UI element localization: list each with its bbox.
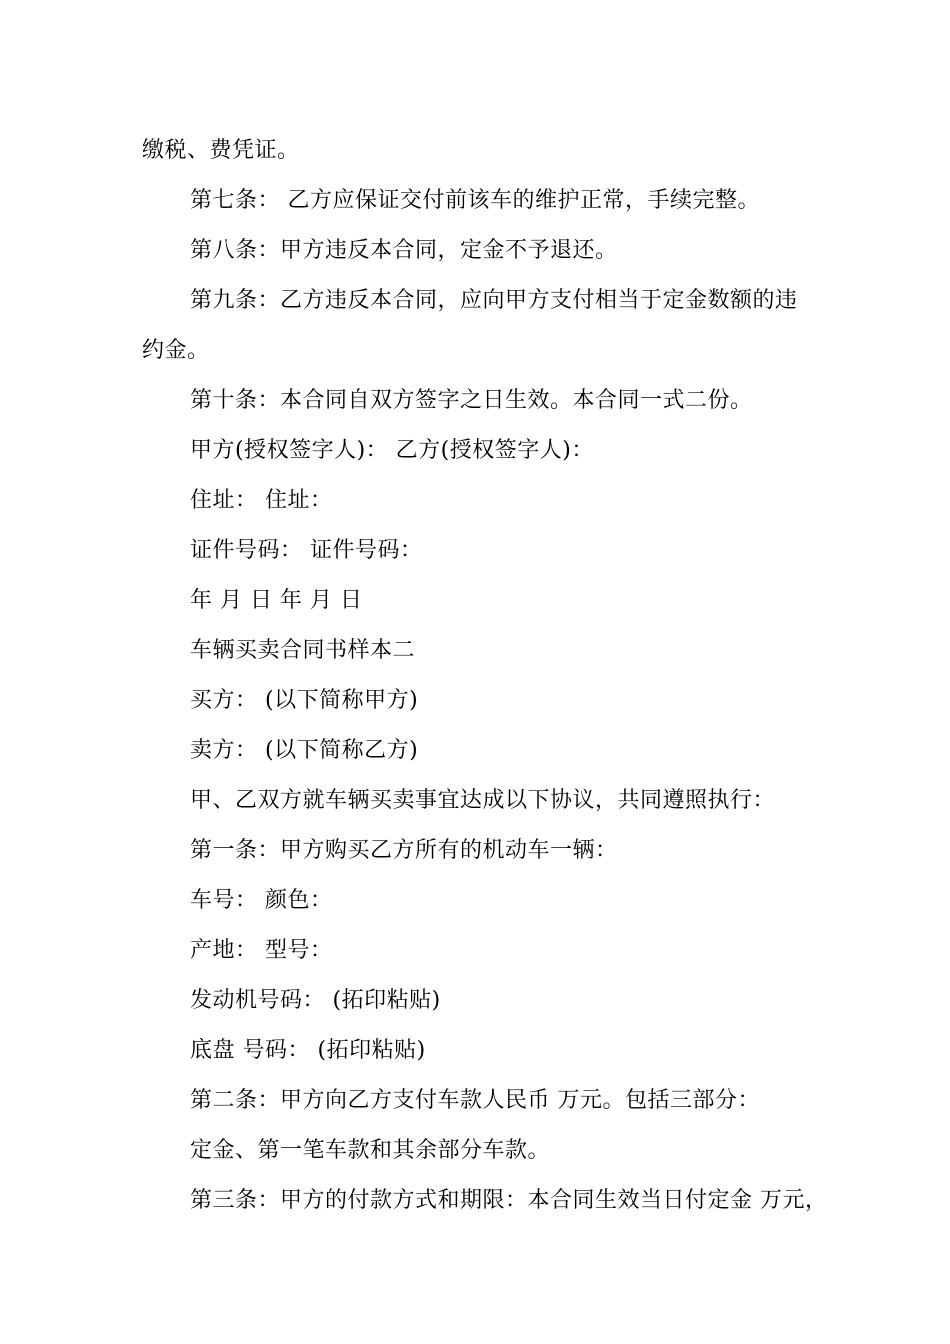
text-line-payment-parts: 定金、第一笔车款和其余部分车款。 (190, 1138, 551, 1163)
text-line-chassis-number: 底盘 号码： (拓印粘贴) (190, 1038, 426, 1063)
text-line-engine-number: 发动机号码： (拓印粘贴) (190, 988, 441, 1013)
text-line-id-number: 证件号码： 证件号码： (190, 538, 423, 563)
text-line-article-8: 第八条：甲方违反本合同，定金不予退还。 (190, 238, 618, 263)
text-line-date: 年 月 日 年 月 日 (190, 588, 363, 613)
text-line-origin-model: 产地： 型号： (190, 938, 333, 963)
text-line-article-9-cont: 约金。 (142, 338, 210, 363)
text-line-buyer: 买方： (以下简称甲方) (190, 688, 419, 713)
text-line-sample-two-title: 车辆买卖合同书样本二 (190, 638, 416, 663)
text-line-article-1: 第一条：甲方购买乙方所有的机动车一辆： (190, 838, 618, 863)
text-line-article-9: 第九条：乙方违反本合同，应向甲方支付相当于定金数额的违 (190, 288, 798, 313)
text-line-article-7: 第七条： 乙方应保证交付前该车的维护正常，手续完整。 (190, 188, 760, 213)
text-line-tax-receipt: 缴税、费凭证。 (142, 138, 300, 163)
text-line-seller: 卖方： (以下简称乙方) (190, 738, 419, 763)
text-line-plate-color: 车号： 颜色： (190, 888, 333, 913)
text-line-article-3: 第三条：甲方的付款方式和期限：本合同生效当日付定金 万元， (190, 1188, 828, 1213)
text-line-address: 住址： 住址： (190, 488, 333, 513)
text-line-signatories: 甲方(授权签字人)： 乙方(授权签字人)： (190, 438, 594, 463)
text-line-article-10: 第十条：本合同自双方签字之日生效。本合同一式二份。 (190, 388, 753, 413)
text-line-article-2: 第二条：甲方向乙方支付车款人民币 万元。包括三部分： (190, 1088, 760, 1113)
text-line-agreement-intro: 甲、乙双方就车辆买卖事宜达成以下协议，共同遵照执行： (190, 788, 776, 813)
